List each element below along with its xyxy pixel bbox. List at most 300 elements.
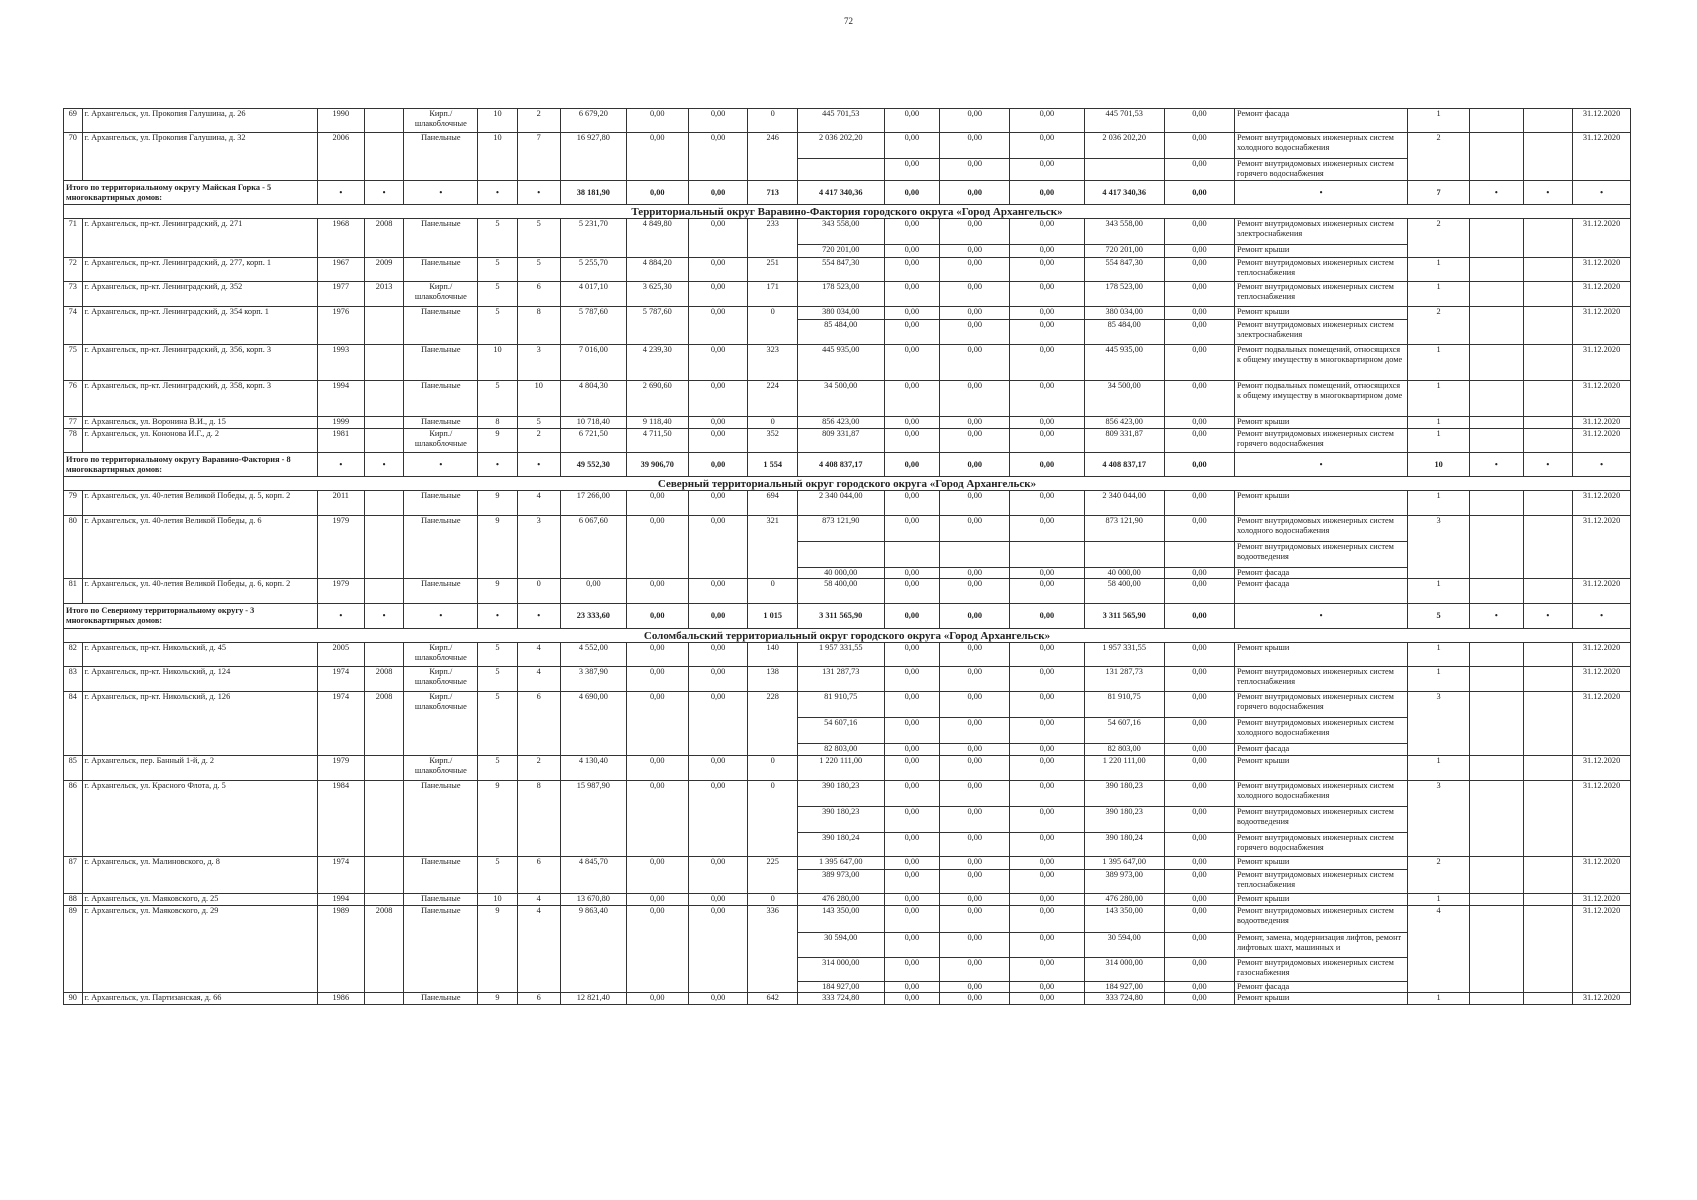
build-year: 1974 — [317, 692, 364, 756]
funding-value: 0,00 — [1010, 643, 1084, 667]
total-f4: 3 311 565,90 — [1084, 604, 1164, 629]
funding-value: 0,00 — [1010, 982, 1084, 993]
deadline-date: 31.12.2020 — [1573, 133, 1631, 181]
house-address: г. Архангельск, пр-кт. Никольский, д. 124 — [82, 667, 317, 692]
empty-cell — [1470, 756, 1524, 781]
owners-funds: 2 036 202,20 — [1084, 133, 1164, 159]
funding-value: 0,00 — [940, 219, 1010, 245]
residential-area: 0,00 — [626, 643, 688, 667]
total-area: 5 787,60 — [560, 307, 626, 345]
floors: 5 — [478, 692, 517, 756]
work-type: Ремонт внутридомовых инженерных систем теплоснабжения — [1235, 258, 1408, 282]
house-address: г. Архангельск, ул. Воронина В.И., д. 15 — [82, 417, 317, 429]
work-type: Ремонт крыши — [1235, 756, 1408, 781]
work-cost: 856 423,00 — [797, 417, 884, 429]
work-cost: 85 484,00 — [797, 320, 884, 345]
entrances: 6 — [517, 282, 560, 307]
total-placeholder: • — [365, 453, 404, 477]
floors: 9 — [478, 781, 517, 857]
entrances: 5 — [517, 417, 560, 429]
house-address: г. Архангельск, пр-кт. Ленинградский, д. 271 — [82, 219, 317, 258]
house-address: г. Архангельск, пр-кт. Ленинградский, д. 356, корп. 3 — [82, 345, 317, 381]
residential-area: 2 690,60 — [626, 381, 688, 417]
work-type: Ремонт внутридомовых инженерных систем холодного водоснабжения — [1235, 133, 1408, 159]
row-number: 74 — [64, 307, 83, 345]
total-placeholder: • — [365, 604, 404, 629]
total-area: 5 255,70 — [560, 258, 626, 282]
work-type: Ремонт крыши — [1235, 993, 1408, 1005]
funding-value: 0,00 — [1010, 692, 1084, 718]
total-work-count: 7 — [1408, 181, 1470, 205]
floors: 5 — [478, 258, 517, 282]
funding-value: 0,00 — [884, 579, 940, 604]
total-area: 0,00 — [560, 579, 626, 604]
funding-value: 0,00 — [884, 307, 940, 320]
funding-value: 0,00 — [940, 320, 1010, 345]
funding-value: 0,00 — [940, 692, 1010, 718]
funding-value: 0,00 — [1164, 159, 1234, 181]
total-s1: 0,00 — [626, 604, 688, 629]
capital-repair-register-table — [63, 108, 1631, 1005]
work-count: 3 — [1408, 781, 1470, 857]
funding-value: 0,00 — [940, 906, 1010, 933]
work-count: 1 — [1408, 282, 1470, 307]
funding-value: 0,00 — [1164, 245, 1234, 258]
floors: 10 — [478, 133, 517, 181]
total-s2: 0,00 — [688, 181, 748, 205]
owners-funds: 184 927,00 — [1084, 982, 1164, 993]
total-cost: 4 417 340,36 — [797, 181, 884, 205]
table-row — [64, 258, 1631, 282]
entrances: 6 — [517, 993, 560, 1005]
wall-material: Панельные — [404, 491, 478, 516]
total-f5: 0,00 — [1164, 604, 1234, 629]
funding-value: 0,00 — [884, 933, 940, 958]
work-type: Ремонт внутридомовых инженерных систем теплоснабжения — [1235, 870, 1408, 894]
total-placeholder: • — [1470, 604, 1524, 629]
deadline-date: 31.12.2020 — [1573, 643, 1631, 667]
funding-value: 0,00 — [940, 381, 1010, 417]
empty-cell — [1523, 993, 1572, 1005]
deadline-date: 31.12.2020 — [1573, 109, 1631, 133]
total-area: 7 016,00 — [560, 345, 626, 381]
work-count: 1 — [1408, 579, 1470, 604]
municipal-area: 0,00 — [688, 282, 748, 307]
funding-value: 0,00 — [940, 870, 1010, 894]
funding-value: 0,00 — [1010, 579, 1084, 604]
funding-value: 0,00 — [1010, 109, 1084, 133]
funding-value: 0,00 — [940, 307, 1010, 320]
house-address: г. Архангельск, ул. Малиновского, д. 8 — [82, 857, 317, 894]
empty-cell — [1523, 906, 1572, 993]
floors: 9 — [478, 906, 517, 993]
work-type: Ремонт подвальных помещений, относящихся к общему имуществу в многоквартирном доме — [1235, 381, 1408, 417]
total-area: 5 231,70 — [560, 219, 626, 258]
deadline-date: 31.12.2020 — [1573, 516, 1631, 579]
funding-value: 0,00 — [1164, 718, 1234, 744]
funding-value: 0,00 — [884, 258, 940, 282]
build-year: 1990 — [317, 109, 364, 133]
total-area: 4 017,10 — [560, 282, 626, 307]
municipal-area: 0,00 — [688, 643, 748, 667]
funding-value: 0,00 — [940, 282, 1010, 307]
owners-funds: 81 910,75 — [1084, 692, 1164, 718]
renovation-year: 2009 — [365, 258, 404, 282]
work-cost: 343 558,00 — [797, 219, 884, 245]
funding-value: 0,00 — [1164, 744, 1234, 756]
funding-value: 0,00 — [1164, 643, 1234, 667]
house-address: г. Архангельск, ул. 40-летия Великой Победы, д. 6 — [82, 516, 317, 579]
total-s1: 0,00 — [626, 181, 688, 205]
work-cost: 184 927,00 — [797, 982, 884, 993]
renovation-year — [365, 345, 404, 381]
funding-value: 0,00 — [884, 133, 940, 159]
work-cost: 390 180,23 — [797, 807, 884, 833]
work-type: Ремонт подвальных помещений, относящихся к общему имуществу в многоквартирном доме — [1235, 345, 1408, 381]
renovation-year: 2008 — [365, 906, 404, 993]
floors: 5 — [478, 643, 517, 667]
empty-cell — [1523, 133, 1572, 181]
house-address: г. Архангельск, пр-кт. Ленинградский, д. 354 корп. 1 — [82, 307, 317, 345]
empty-cell — [1523, 894, 1572, 906]
empty-cell — [1470, 417, 1524, 429]
empty-cell — [1523, 282, 1572, 307]
build-year: 1968 — [317, 219, 364, 258]
funding-value: 0,00 — [1164, 381, 1234, 417]
renovation-year: 2008 — [365, 692, 404, 756]
total-work-count: 5 — [1408, 604, 1470, 629]
residents-count: 0 — [748, 756, 797, 781]
row-number: 78 — [64, 429, 83, 453]
owners-funds: 343 558,00 — [1084, 219, 1164, 245]
work-count: 3 — [1408, 516, 1470, 579]
total-area: 6 679,20 — [560, 109, 626, 133]
funding-value: 0,00 — [884, 667, 940, 692]
total-f5: 0,00 — [1164, 181, 1234, 205]
renovation-year — [365, 781, 404, 857]
empty-cell — [1470, 643, 1524, 667]
work-count: 1 — [1408, 667, 1470, 692]
funding-value: 0,00 — [940, 491, 1010, 516]
work-count: 1 — [1408, 894, 1470, 906]
funding-value: 0,00 — [884, 958, 940, 982]
table-row — [64, 894, 1631, 906]
funding-value: 0,00 — [884, 491, 940, 516]
wall-material: Панельные — [404, 345, 478, 381]
floors: 5 — [478, 667, 517, 692]
deadline-date: 31.12.2020 — [1573, 258, 1631, 282]
deadline-date: 31.12.2020 — [1573, 417, 1631, 429]
funding-value: 0,00 — [884, 906, 940, 933]
empty-cell — [1523, 219, 1572, 258]
wall-material: Панельные — [404, 857, 478, 894]
deadline-date: 31.12.2020 — [1573, 906, 1631, 993]
entrances: 2 — [517, 429, 560, 453]
work-type: Ремонт фасада — [1235, 982, 1408, 993]
row-number: 76 — [64, 381, 83, 417]
funding-value: 0,00 — [884, 345, 940, 381]
work-type: Ремонт фасада — [1235, 579, 1408, 604]
municipal-area: 0,00 — [688, 258, 748, 282]
work-cost — [797, 159, 884, 181]
funding-value: 0,00 — [940, 667, 1010, 692]
work-cost: 40 000,00 — [797, 568, 884, 579]
empty-cell — [1470, 857, 1524, 894]
funding-value: 0,00 — [1164, 491, 1234, 516]
renovation-year: 2008 — [365, 667, 404, 692]
empty-cell — [1470, 381, 1524, 417]
work-cost: 314 000,00 — [797, 958, 884, 982]
row-number: 84 — [64, 692, 83, 756]
renovation-year — [365, 857, 404, 894]
work-cost: 1 957 331,55 — [797, 643, 884, 667]
funding-value: 0,00 — [1010, 993, 1084, 1005]
house-address: г. Архангельск, пр-кт. Ленинградский, д. 358, корп. 3 — [82, 381, 317, 417]
floors: 9 — [478, 491, 517, 516]
empty-cell — [1523, 579, 1572, 604]
empty-cell — [1470, 282, 1524, 307]
total-area: 13 670,80 — [560, 894, 626, 906]
work-count: 1 — [1408, 345, 1470, 381]
table-row — [64, 667, 1631, 692]
funding-value: 0,00 — [884, 781, 940, 807]
row-number: 79 — [64, 491, 83, 516]
funding-value: 0,00 — [884, 982, 940, 993]
funding-value: 0,00 — [1010, 429, 1084, 453]
work-cost: 131 287,73 — [797, 667, 884, 692]
funding-value: 0,00 — [1164, 870, 1234, 894]
total-area: 16 927,80 — [560, 133, 626, 181]
floors: 9 — [478, 516, 517, 579]
house-address: г. Архангельск, ул. Маяковского, д. 29 — [82, 906, 317, 993]
page-number: 72 — [844, 16, 853, 26]
work-type: Ремонт внутридомовых инженерных систем водоотведения — [1235, 807, 1408, 833]
owners-funds: 178 523,00 — [1084, 282, 1164, 307]
work-count: 2 — [1408, 133, 1470, 181]
total-s2: 0,00 — [688, 453, 748, 477]
residents-count: 246 — [748, 133, 797, 181]
empty-cell — [1523, 756, 1572, 781]
residents-count: 352 — [748, 429, 797, 453]
residents-count: 251 — [748, 258, 797, 282]
empty-cell — [1470, 516, 1524, 579]
empty-cell — [1470, 133, 1524, 181]
owners-funds: 856 423,00 — [1084, 417, 1164, 429]
funding-value: 0,00 — [1164, 857, 1234, 870]
funding-value: 0,00 — [1164, 807, 1234, 833]
work-type: Ремонт крыши — [1235, 857, 1408, 870]
total-cost: 3 311 565,90 — [797, 604, 884, 629]
house-address: г. Архангельск, пр-кт. Ленинградский, д. 352 — [82, 282, 317, 307]
house-address: г. Архангельск, ул. Прокопия Галушина, д. 26 — [82, 109, 317, 133]
total-placeholder: • — [1523, 604, 1572, 629]
build-year: 1979 — [317, 516, 364, 579]
owners-funds: 476 280,00 — [1084, 894, 1164, 906]
work-count: 1 — [1408, 993, 1470, 1005]
owners-funds: 873 121,90 — [1084, 516, 1164, 542]
work-type: Ремонт крыши — [1235, 417, 1408, 429]
residents-count: 0 — [748, 579, 797, 604]
empty-cell — [1523, 857, 1572, 894]
build-year: 1974 — [317, 857, 364, 894]
municipal-area: 0,00 — [688, 417, 748, 429]
total-area: 15 987,90 — [560, 781, 626, 857]
build-year: 2006 — [317, 133, 364, 181]
residents-count: 323 — [748, 345, 797, 381]
row-number: 87 — [64, 857, 83, 894]
renovation-year — [365, 894, 404, 906]
funding-value: 0,00 — [1010, 245, 1084, 258]
work-cost: 720 201,00 — [797, 245, 884, 258]
funding-value: 0,00 — [1164, 109, 1234, 133]
total-placeholder: • — [517, 453, 560, 477]
district-heading: Северный территориальный округ городского округа «Город Архангельск» — [64, 477, 1631, 491]
owners-funds: 58 400,00 — [1084, 579, 1164, 604]
table-row — [64, 756, 1631, 781]
funding-value: 0,00 — [884, 219, 940, 245]
residential-area: 5 787,60 — [626, 307, 688, 345]
build-year: 1979 — [317, 756, 364, 781]
renovation-year — [365, 756, 404, 781]
table-row — [64, 993, 1631, 1005]
house-address: г. Архангельск, ул. Прокопия Галушина, д. 32 — [82, 133, 317, 181]
funding-value: 0,00 — [940, 345, 1010, 381]
total-area: 6 067,60 — [560, 516, 626, 579]
deadline-date: 31.12.2020 — [1573, 282, 1631, 307]
funding-value: 0,00 — [1164, 958, 1234, 982]
floors: 5 — [478, 307, 517, 345]
funding-value: 0,00 — [1164, 320, 1234, 345]
funding-value: 0,00 — [1010, 958, 1084, 982]
total-area: 4 130,40 — [560, 756, 626, 781]
municipal-area: 0,00 — [688, 692, 748, 756]
table-row — [64, 516, 1631, 542]
funding-value: 0,00 — [1010, 159, 1084, 181]
entrances: 6 — [517, 857, 560, 894]
empty-cell — [1470, 429, 1524, 453]
work-type: Ремонт фасада — [1235, 109, 1408, 133]
total-people: 713 — [748, 181, 797, 205]
floors: 10 — [478, 345, 517, 381]
work-type: Ремонт фасада — [1235, 744, 1408, 756]
renovation-year — [365, 429, 404, 453]
total-area: 12 821,40 — [560, 993, 626, 1005]
work-count: 2 — [1408, 857, 1470, 894]
municipal-area: 0,00 — [688, 491, 748, 516]
build-year: 1994 — [317, 381, 364, 417]
district-heading-row — [64, 629, 1631, 643]
work-cost: 380 034,00 — [797, 307, 884, 320]
house-address: г. Архангельск, ул. Красного Флота, д. 5 — [82, 781, 317, 857]
total-area: 9 863,40 — [560, 906, 626, 993]
total-placeholder: • — [1470, 453, 1524, 477]
funding-value: 0,00 — [884, 718, 940, 744]
funding-value: 0,00 — [884, 417, 940, 429]
renovation-year — [365, 381, 404, 417]
empty-cell — [1470, 491, 1524, 516]
owners-funds: 1 395 647,00 — [1084, 857, 1164, 870]
empty-cell — [1470, 258, 1524, 282]
total-label: Итого по Северному территориальному округу - 3 многоквартирных домов: — [64, 604, 318, 629]
table-row — [64, 429, 1631, 453]
funding-value — [884, 542, 940, 568]
work-cost: 2 340 044,00 — [797, 491, 884, 516]
work-count: 1 — [1408, 429, 1470, 453]
district-heading-row — [64, 205, 1631, 219]
funding-value: 0,00 — [1164, 894, 1234, 906]
residents-count: 0 — [748, 307, 797, 345]
total-placeholder: • — [1573, 604, 1631, 629]
funding-value: 0,00 — [1010, 718, 1084, 744]
deadline-date: 31.12.2020 — [1573, 345, 1631, 381]
funding-value: 0,00 — [1010, 781, 1084, 807]
row-number: 71 — [64, 219, 83, 258]
empty-cell — [1523, 258, 1572, 282]
funding-value: 0,00 — [1164, 219, 1234, 245]
funding-value: 0,00 — [940, 417, 1010, 429]
work-count: 1 — [1408, 756, 1470, 781]
work-cost: 476 280,00 — [797, 894, 884, 906]
funding-value: 0,00 — [1010, 568, 1084, 579]
wall-material: Панельные — [404, 307, 478, 345]
work-cost: 2 036 202,20 — [797, 133, 884, 159]
municipal-area: 0,00 — [688, 345, 748, 381]
residential-area: 9 118,40 — [626, 417, 688, 429]
residential-area: 0,00 — [626, 906, 688, 993]
floors: 9 — [478, 993, 517, 1005]
residential-area: 0,00 — [626, 109, 688, 133]
wall-material: Кирп./ шлакоблочные — [404, 429, 478, 453]
owners-funds: 445 935,00 — [1084, 345, 1164, 381]
work-type: Ремонт внутридомовых инженерных систем горячего водоснабжения — [1235, 692, 1408, 718]
work-cost: 873 121,90 — [797, 516, 884, 542]
wall-material: Панельные — [404, 993, 478, 1005]
table-row — [64, 491, 1631, 516]
empty-cell — [1523, 781, 1572, 857]
work-type: Ремонт внутридомовых инженерных систем горячего водоснабжения — [1235, 159, 1408, 181]
total-area: 38 181,90 — [560, 181, 626, 205]
total-f2: 0,00 — [940, 604, 1010, 629]
funding-value: 0,00 — [884, 857, 940, 870]
work-cost: 445 935,00 — [797, 345, 884, 381]
funding-value: 0,00 — [940, 159, 1010, 181]
work-cost: 445 701,53 — [797, 109, 884, 133]
owners-funds: 390 180,24 — [1084, 833, 1164, 857]
funding-value: 0,00 — [1164, 756, 1234, 781]
residential-area: 4 711,50 — [626, 429, 688, 453]
empty-cell — [1523, 417, 1572, 429]
owners-funds: 390 180,23 — [1084, 807, 1164, 833]
entrances: 5 — [517, 219, 560, 258]
total-placeholder: • — [478, 181, 517, 205]
total-f2: 0,00 — [940, 453, 1010, 477]
funding-value: 0,00 — [1010, 320, 1084, 345]
work-type: Ремонт внутридомовых инженерных систем холодного водоснабжения — [1235, 718, 1408, 744]
owners-funds: 143 350,00 — [1084, 906, 1164, 933]
empty-cell — [1470, 993, 1524, 1005]
entrances: 4 — [517, 667, 560, 692]
empty-cell — [1523, 109, 1572, 133]
total-placeholder: • — [1235, 453, 1408, 477]
deadline-date: 31.12.2020 — [1573, 692, 1631, 756]
row-number: 83 — [64, 667, 83, 692]
house-address: г. Архангельск, ул. 40-летия Великой Победы, д. 5, корп. 2 — [82, 491, 317, 516]
funding-value: 0,00 — [1164, 781, 1234, 807]
deadline-date: 31.12.2020 — [1573, 219, 1631, 258]
renovation-year — [365, 993, 404, 1005]
renovation-year — [365, 307, 404, 345]
work-type: Ремонт внутридомовых инженерных систем теплоснабжения — [1235, 282, 1408, 307]
